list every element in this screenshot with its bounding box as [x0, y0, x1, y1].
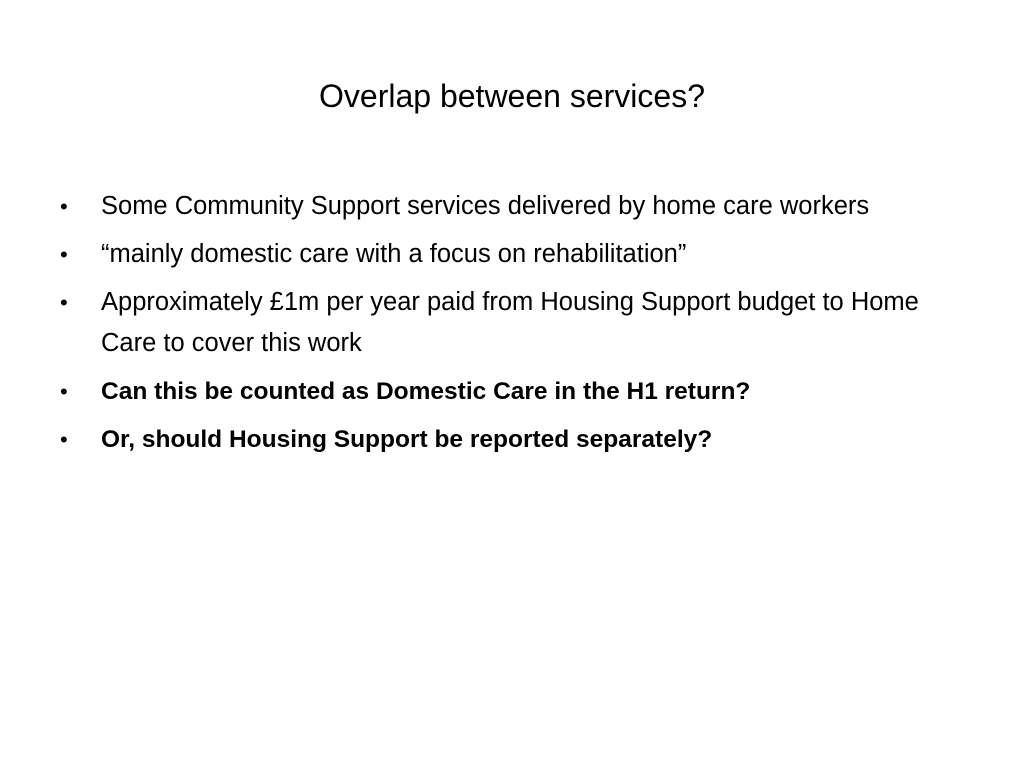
bullet-item-h1-question — [60, 371, 960, 412]
bullet-icon: • — [60, 379, 68, 404]
bullet-icon: • — [60, 194, 68, 219]
bullet-text: Can this be counted as Domestic Care in the H1 return? — [101, 378, 751, 405]
bullet-list — [60, 186, 960, 467]
bullet-icon: • — [60, 290, 68, 315]
bullet-item-domestic-care-quote — [60, 234, 960, 275]
bullet-text: Or, should Housing Support be reported separately? — [101, 426, 713, 453]
bullet-icon: • — [60, 242, 68, 267]
bullet-text: Approximately £1m per year paid from Housing Support budget to Home Care to cover this work — [101, 288, 919, 357]
slide-title: Overlap between services? — [319, 78, 705, 114]
bullet-icon: • — [60, 427, 68, 452]
bullet-item-separate-question — [60, 419, 960, 460]
bullet-text: “mainly domestic care with a focus on rehabilitation” — [101, 240, 687, 268]
bullet-item-budget — [60, 282, 960, 364]
bullet-text: Some Community Support services delivered by home care workers — [101, 192, 870, 220]
bullet-item-community-support — [60, 186, 960, 227]
